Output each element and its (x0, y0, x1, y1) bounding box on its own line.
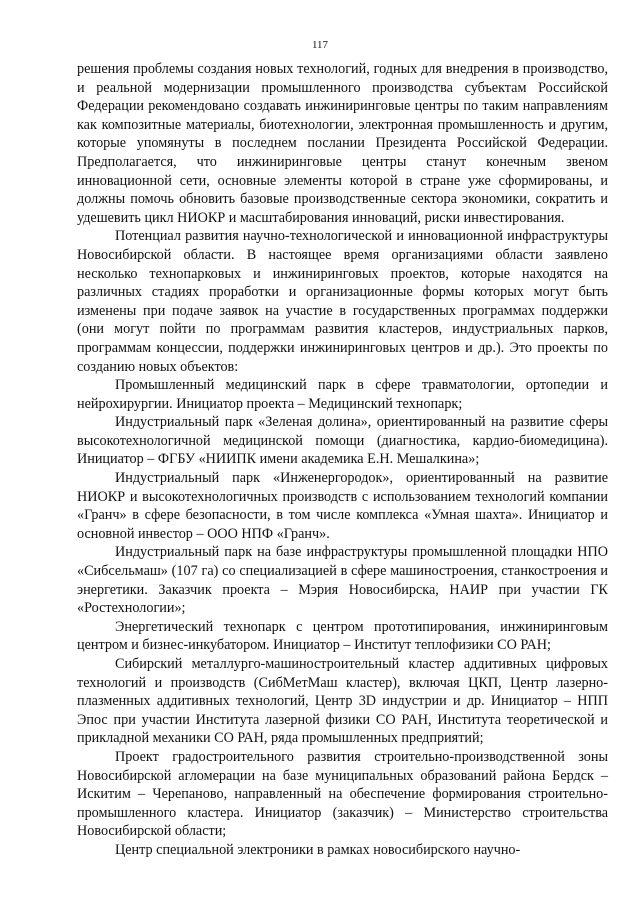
paragraph-special-electronics: Центр специальной электроники в рамках новосибирского научно- (115, 841, 521, 858)
paragraph-sibselmash: Индустриальный парк на базе инфраструктуры промышленной площадки НПО «Сибсельмаш» (107 га) со специализацией в сфере машиностроения, станкостроения и энергетики. Заказчик проекта – Мэрия Новосибирска, НАИР при участии ГК «Ростехнологии»; (77, 544, 608, 617)
paragraph-sibmetmash-cluster: Сибирский металлурго-машиностроительный кластер аддитивных цифровых технологий и производств (СибМетМаш кластер), включая ЦКП, Центр лазерно-плазменных аддитивных технологий, Центр 3D индустрии и др. Инициатор – НПП Эпос при участии Института лазерной физики СО РАН, Института теоретической и прикладной механики СО РАН, ряда промышленных предприятий; (77, 656, 608, 747)
paragraph-inzhenergorodok: Индустриальный парк «Инженергородок», ориентированный на развитие НИОКР и высокотехнологичных производств с использованием технологий компании «Гранч» в сфере безопасности, в том числе комплекса «Умная шахта». Инициатор и основной инвестор – ООО НПФ «Гранч». (77, 470, 608, 542)
paragraph-infrastructure-potential: Потенциал развития научно-технологической и инновационной инфраструктуры Новосибирской области. В настоящее время организациями области заявлено несколько технопарковых и инжиниринговых проектов, которые находятся на различных стадиях проработки и организационные формы которых могут быть изменены при подаче заявок на участие в государственных программах поддержки (они могут пойти по программам развития кластеров, индустриальных парков, программам концессии, поддержки инжиниринговых центров и др.). Это проекты по созданию новых объектов: (77, 228, 608, 375)
paragraph-medical-park: Промышленный медицинский парк в сфере травматологии, ортопедии и нейрохирургии. Инициатор проекта – Медицинский технопарк; (77, 377, 608, 412)
body-text (77, 60, 608, 860)
paragraph-green-valley: Индустриальный парк «Зеленая долина», ориентированный на развитие сферы высокотехнологичной медицинской помощи (диагностика, кардио-биомедицина). Инициатор – ФГБУ «НИИПК имени академика Е.Н. Мешалкина»; (77, 414, 608, 468)
paragraph-urban-development: Проект градостроительного развития строительно-производственной зоны Новосибирской агломерации на базе муниципальных образований района Бердск – Искитим – Черепаново, направленный на обеспечение формирования строительно-промышленного кластера. Инициатор (заказчик) – Министерство строительства Новосибирской области; (77, 748, 608, 840)
page-number: 117 (311, 39, 329, 51)
paragraph-continuation: решения проблемы создания новых технологий, годных для внедрения в производство, и реальной модернизации промышленного производства субъектам Российской Федерации рекомендовано создавать инжиниринговые центры по таким направлениям как композитные материалы, биотехнологии, электронная промышленность и другим, которые упомянуты в последнем послании Президента Российской Федерации. Предполагается, что инжиниринговые центры станут конечным звеном инновационной сети, основные элементы которой в стране уже сформированы, и должны помочь обновить базовые производственные сектора экономики, сократить и удешевить цикл НИОКР и масштабирования инноваций, риски инвестирования. (77, 61, 608, 226)
paragraph-energy-technopark: Энергетический технопарк с центром прототипирования, инжиниринговым центром и бизнес-инкубатором. Инициатор – Институт теплофизики СО РАН; (77, 618, 608, 654)
